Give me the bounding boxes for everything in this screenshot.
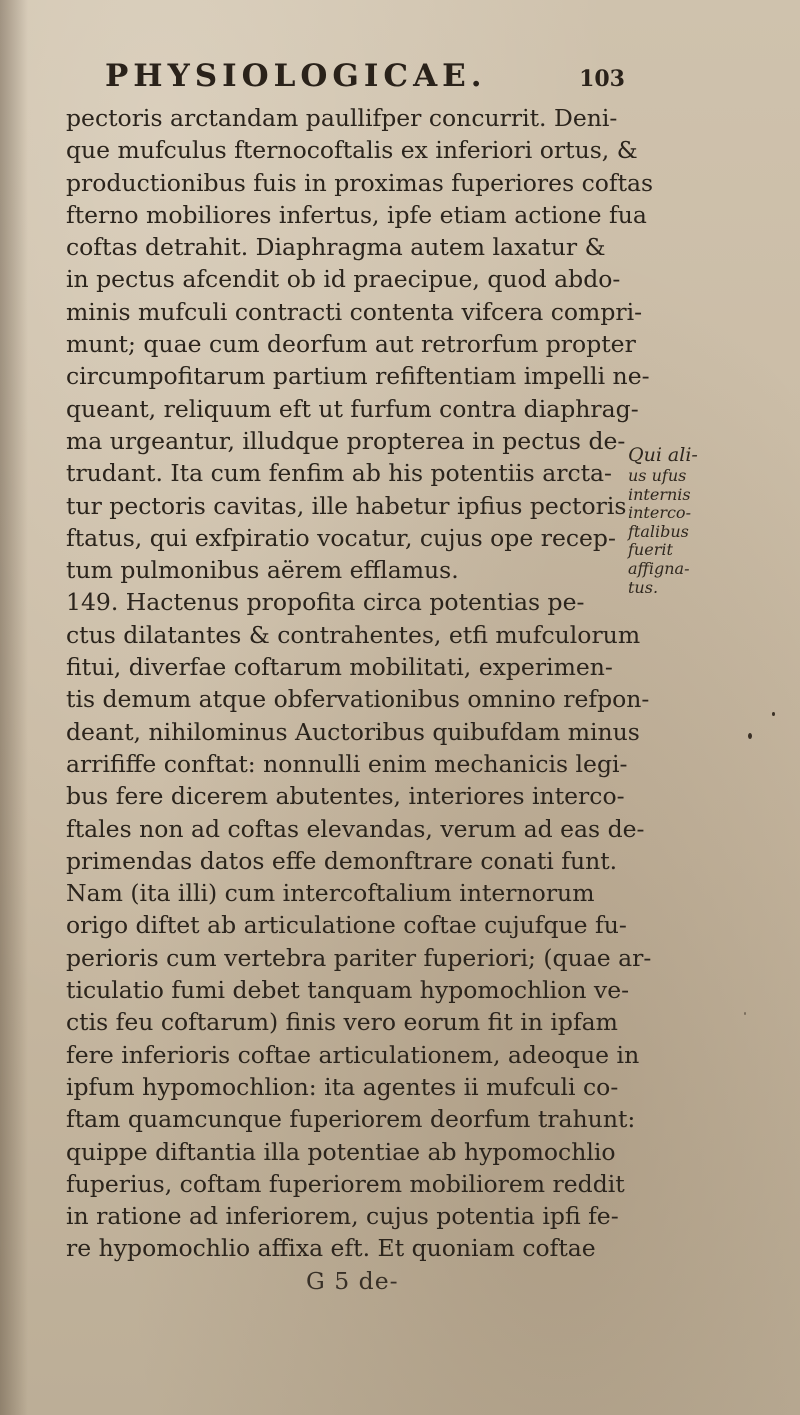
- text-line: [38, 554, 658, 586]
- line-text: origo diftet ab articulatione coftae cujufque fu-: [66, 911, 627, 940]
- text-line: [38, 490, 658, 522]
- line-text: primendas datos effe demonftrare conati funt.: [66, 846, 618, 875]
- line-text: in pectus afcendit ob id praecipue, quod abdo-: [66, 265, 621, 294]
- text-line: [38, 199, 658, 231]
- line-text: minis mufculi contracti contenta vifcera compri-: [66, 297, 643, 326]
- line-text: que mufculus fternocoftalis ex inferiori ortus, &: [66, 136, 638, 165]
- margin-note: tus.: [628, 577, 659, 597]
- text-line: [38, 683, 658, 715]
- line-text: quippe diftantia illa potentiae ab hypomochlio: [66, 1137, 616, 1166]
- body-text: [38, 102, 658, 1297]
- line-text: Nam (ita illi) cum intercoftalium internorum: [66, 879, 595, 908]
- margin-note: affigna-: [628, 558, 690, 578]
- line-text: ftatus, qui exfpiratio vocatur, cujus ope recep-: [66, 523, 616, 552]
- running-head: PHYSIOLOGICAE.: [105, 58, 487, 94]
- line-text: queant, reliquum eft ut furfum contra diaphrag-: [66, 394, 639, 423]
- text-line: [38, 167, 658, 199]
- text-line: [38, 522, 658, 554]
- line-text: 149. Hactenus propofita circa potentias pe-: [66, 588, 585, 617]
- text-line: [38, 102, 658, 134]
- margin-note: Qui ali-: [628, 444, 698, 466]
- line-text: in ratione ad inferiorem, cujus potentia ipfi fe-: [66, 1202, 619, 1231]
- margin-note: fuerit: [628, 540, 673, 560]
- text-line: [38, 231, 658, 263]
- line-text: pectoris arctandam paullifper concurrit. Deni-: [66, 104, 618, 132]
- line-text: fterno mobiliores infertus, ipfe etiam actione fua: [66, 200, 647, 229]
- line-text: ma urgeantur, illudque propterea in pectus de-: [66, 426, 626, 455]
- line-text: bus fere dicerem abutentes, interiores interco-: [66, 782, 625, 811]
- text-line: [38, 1103, 658, 1135]
- line-text: fere inferioris coftae articulationem, adeoque in: [66, 1040, 640, 1069]
- line-text: fitui, diverfae coftarum mobilitati, experimen-: [66, 653, 613, 682]
- text-line: [38, 877, 658, 909]
- line-text: ctus dilatantes & contrahentes, etfi mufculorum: [66, 620, 641, 649]
- text-line: [38, 1168, 658, 1200]
- line-text: tum pulmonibus aërem efflamus.: [66, 556, 459, 585]
- margin-note: internis: [628, 484, 691, 504]
- spine-shadow: [0, 0, 28, 1415]
- line-text: coftas detrahit. Diaphragma autem laxatur &: [66, 233, 606, 262]
- line-text: ftam quamcunque fuperiorem deorfum trahunt:: [66, 1105, 636, 1134]
- text-line: [38, 1006, 658, 1038]
- text-line: [38, 845, 658, 877]
- line-text: deant, nihilominus Auctoribus quibufdam minus: [66, 717, 640, 746]
- text-line: [38, 909, 658, 941]
- line-text: ipfum hypomochlion: ita agentes ii mufculi co-: [66, 1072, 619, 1101]
- text-line: [38, 942, 658, 974]
- text-line: [38, 1200, 658, 1232]
- text-line: [38, 263, 658, 295]
- text-line: [38, 813, 658, 845]
- line-text: arrififfe conftat: nonnulli enim mechanicis legi-: [66, 749, 628, 778]
- text-line: [38, 393, 658, 425]
- text-line: [38, 586, 658, 618]
- page-number: 103: [579, 66, 625, 92]
- line-text: ctis feu coftarum) finis vero eorum fit in ipfam: [66, 1008, 618, 1037]
- text-line: [38, 716, 658, 748]
- margin-notes: [628, 443, 728, 597]
- paper-speck: [772, 712, 775, 716]
- line-text: munt; quae cum deorfum aut retrorfum propter: [66, 330, 636, 359]
- text-line: [38, 780, 658, 812]
- page-header: [105, 58, 625, 94]
- text-line: [38, 457, 658, 489]
- text-line: [38, 296, 658, 328]
- line-text: productionibus fuis in proximas fuperiores coftas: [66, 168, 654, 197]
- line-text: re hypomochlio affixa eft. Et quoniam coftae: [66, 1234, 596, 1263]
- text-line: [38, 619, 658, 651]
- text-line: [38, 328, 658, 360]
- signature-and-catchword: G 5 de-: [306, 1266, 399, 1295]
- line-text: trudant. Ita cum fenfim ab his potentiis arcta-: [66, 459, 612, 488]
- margin-note: ftalibus: [628, 521, 689, 541]
- paper-speck: [748, 733, 752, 739]
- margin-note: us ufus: [628, 466, 687, 485]
- text-line: [38, 1071, 658, 1103]
- text-line: [38, 748, 658, 780]
- text-line: [38, 134, 658, 166]
- signature-line: [38, 1265, 658, 1297]
- margin-note: interco-: [628, 503, 691, 523]
- text-line: [38, 425, 658, 457]
- line-text: ticulatio fumi debet tanquam hypomochlion ve-: [66, 976, 630, 1005]
- text-line: [38, 974, 658, 1006]
- text-line: [38, 1136, 658, 1168]
- text-line: [38, 651, 658, 683]
- line-text: ftales non ad coftas elevandas, verum ad eas de-: [66, 814, 645, 843]
- line-text: circumpofitarum partium refiftentiam impelli ne-: [66, 362, 650, 391]
- line-text: fuperius, coftam fuperiorem mobiliorem reddit: [66, 1169, 625, 1198]
- text-line: [38, 1232, 658, 1264]
- paper-speck: [744, 1012, 746, 1015]
- text-line: [38, 1039, 658, 1071]
- line-text: perioris cum vertebra pariter fuperiori; (quae ar-: [66, 943, 652, 972]
- line-text: tis demum atque obfervationibus omnino refpon-: [66, 685, 650, 714]
- text-line: [38, 360, 658, 392]
- line-text: tur pectoris cavitas, ille habetur ipfius pectoris: [66, 491, 627, 520]
